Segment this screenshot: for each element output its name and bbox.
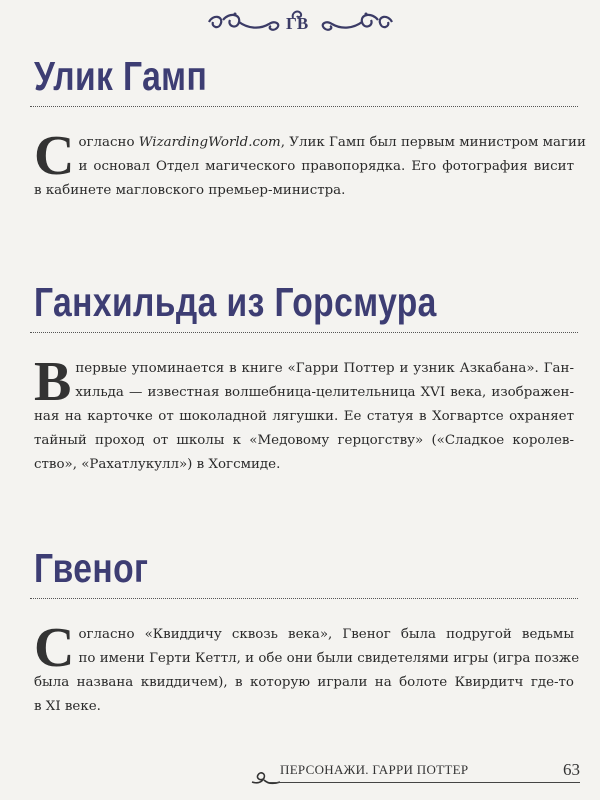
text-line: первые упоминается в книге «Гарри Поттер и узник Азкабана». Ган- (75, 361, 574, 376)
dotted-divider (30, 106, 578, 107)
drop-cap: В (34, 351, 72, 413)
text-line (34, 131, 586, 155)
entry-ulick-gamp (34, 52, 586, 203)
page-footer (250, 760, 580, 790)
entry-title: Улик Гамп (34, 53, 208, 99)
dotted-divider (30, 332, 578, 333)
text-line: в XI веке. (34, 699, 101, 714)
website-name: WizardingWorld.com (138, 135, 281, 150)
left-flourish-icon (205, 10, 283, 32)
entry-gwenog (34, 544, 580, 719)
dotted-divider (30, 598, 578, 599)
text-line: огласно «Квиддичу сквозь века», Гвеног была подругой ведьмы (78, 627, 574, 642)
text-fragment: , Улик Гамп был первым министром магии (280, 135, 586, 150)
entry-text (34, 617, 580, 719)
entry-text (34, 351, 574, 477)
text-line: и основал Отдел магического правопорядка. Его фотография висит (78, 159, 574, 174)
text-line: ная на карточке от шоколадной лягушки. Ее статуя в Хогвартсе охраняет (34, 409, 574, 424)
running-title: ПЕРСОНАЖИ. ГАРРИ ПОТТЕР (280, 762, 469, 777)
page-number: 63 (563, 760, 580, 779)
right-flourish-icon (318, 10, 396, 32)
text-line: была названа квиддичем), в которую играли на болоте Квирдитч где-то (34, 675, 574, 690)
text-line: в кабинете магловского премьер-министра. (34, 183, 346, 198)
entry-text (34, 125, 586, 203)
text-line: хильда — известная волшебница-целительница XVI века, изображен- (75, 385, 574, 400)
text-line: ство», «Рахатлукулл») в Хогсмиде. (34, 457, 281, 472)
entry-title: Ганхильда из Горсмура (34, 279, 437, 325)
entry-gunhilda (34, 278, 574, 477)
footer-rule (270, 782, 580, 783)
drop-cap: С (34, 617, 75, 679)
entry-title: Гвеног (34, 545, 149, 591)
drop-cap: С (34, 125, 75, 187)
text-line: тайный проход от школы к «Медовому герцогству» («Сладкое королев- (34, 433, 574, 448)
footer-flourish-icon (250, 766, 280, 788)
text-fragment: огласно (78, 135, 139, 150)
chapter-monogram: ГВ (286, 14, 309, 33)
text-line: по имени Герти Кеттл, и обе они были свидетелями игры (игра позже (78, 651, 580, 666)
